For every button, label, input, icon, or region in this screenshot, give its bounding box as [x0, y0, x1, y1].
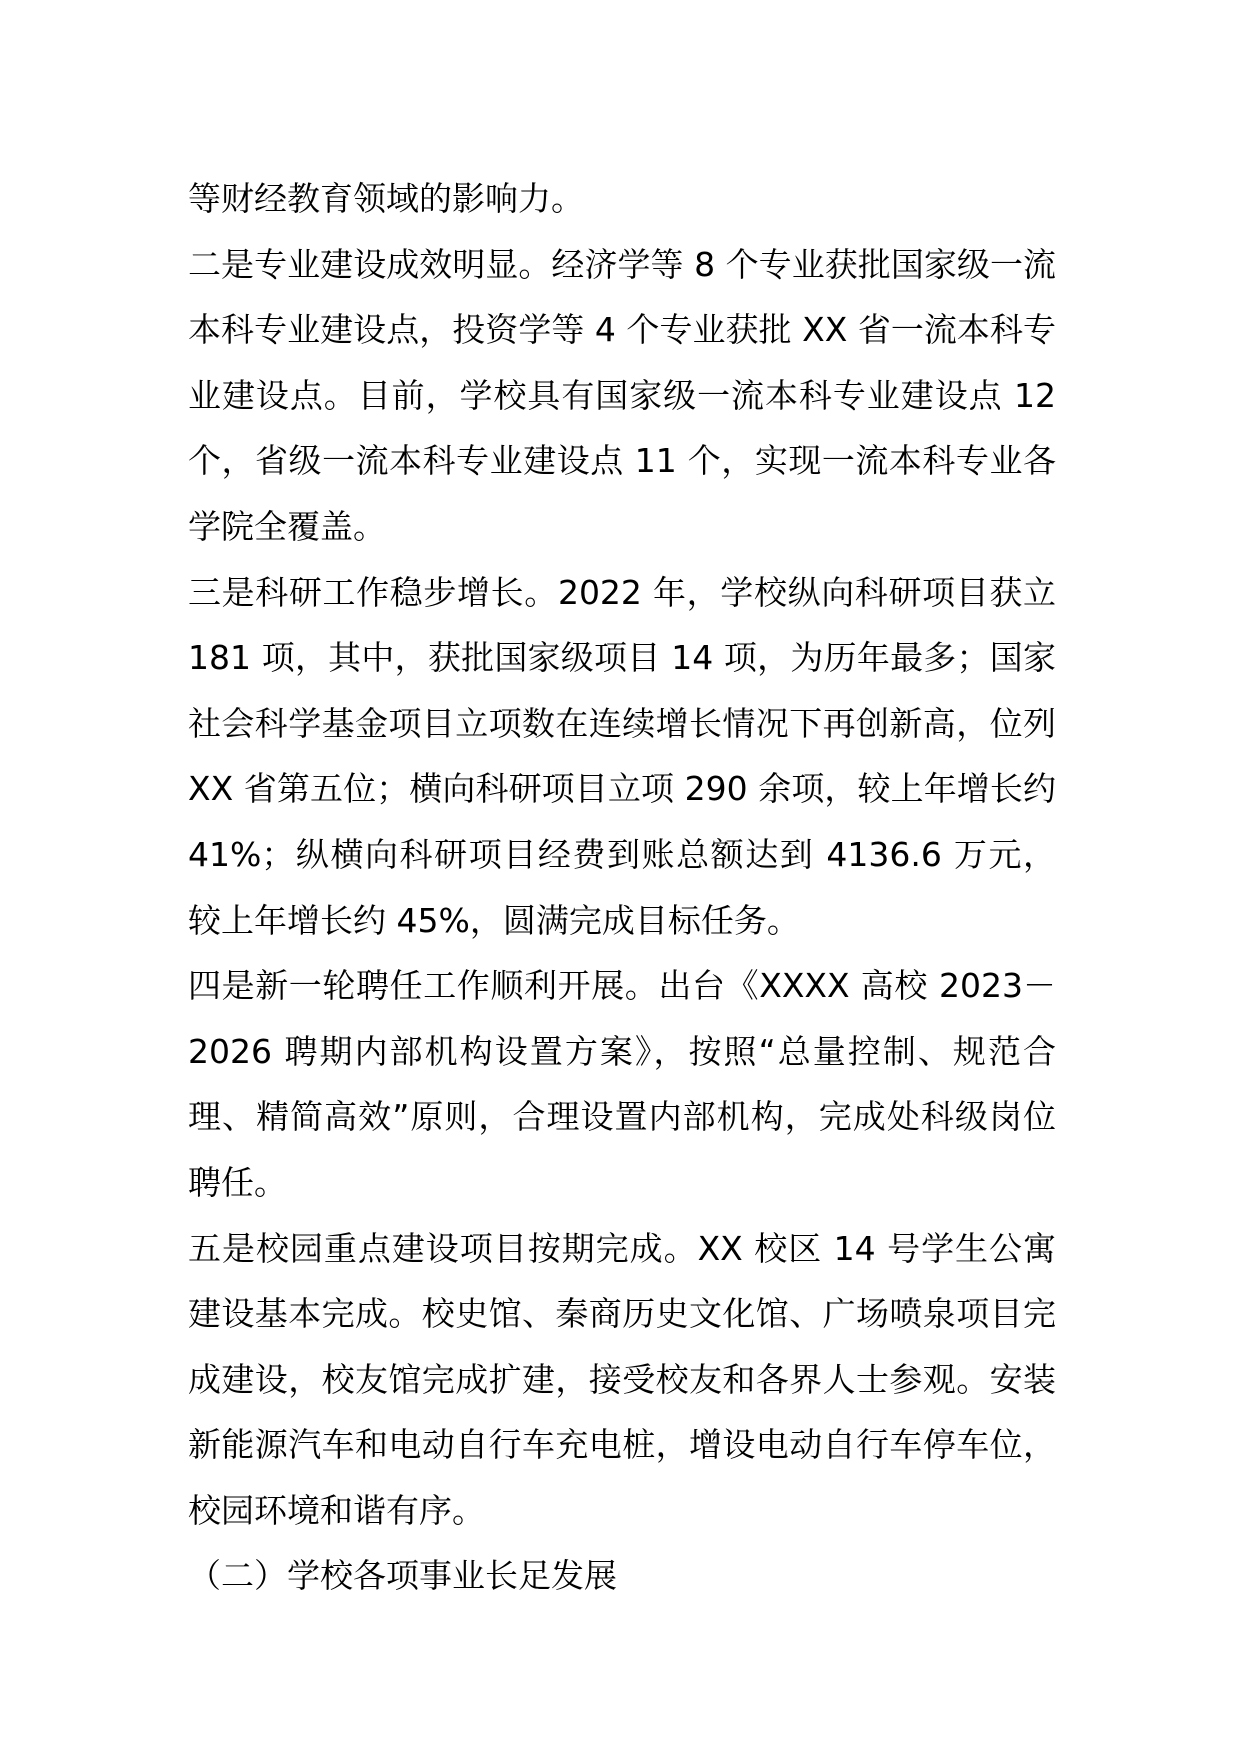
section-heading: （二）学校各项事业长足发展	[188, 1556, 617, 1596]
paragraph-appointment-work: 四是新一轮聘任工作顺利开展。出台《XXXX 高校 2023－2026 聘期内部机构设置方案》，按照“总量控制、规范合理、精简高效”原则，合理设置内部机构，完成处科级岗位聘任。	[188, 966, 1056, 1202]
paragraph-research-growth: 三是科研工作稳步增长。2022 年，学校纵向科研项目获立 181 项，其中，获批国家级项目 14 项，为历年最多；国家社会科学基金项目立项数在连续增长情况下再创新高，位列 XX 省第五位；横向科研项目立项 290 余项，较上年增长约 41%；纵横向科研项目经费到账总额达到 4136.6 万元，较上年增长约 45%，圆满完成目标任务。	[188, 572, 1056, 940]
paragraph-campus-projects: 五是校园重点建设项目按期完成。XX 校区 14 号学生公寓建设基本完成。校史馆、秦商历史文化馆、广场喷泉项目完成建设，校友馆完成扩建，接受校友和各界人士参观。安装新能源汽车和电动自行车充电桩，增设电动自行车停车位，校园环境和谐有序。	[188, 1228, 1056, 1530]
document-body	[188, 166, 1056, 1609]
paragraph-continuation: 等财经教育领域的影响力。	[188, 179, 584, 218]
paragraph-major-construction: 二是专业建设成效明显。经济学等 8 个专业获批国家级一流本科专业建设点，投资学等 4 个专业获批 XX 省一流本科专业建设点。目前，学校具有国家级一流本科专业建设点 12 个，省级一流本科专业建设点 11 个，实现一流本科专业各学院全覆盖。	[188, 244, 1056, 546]
